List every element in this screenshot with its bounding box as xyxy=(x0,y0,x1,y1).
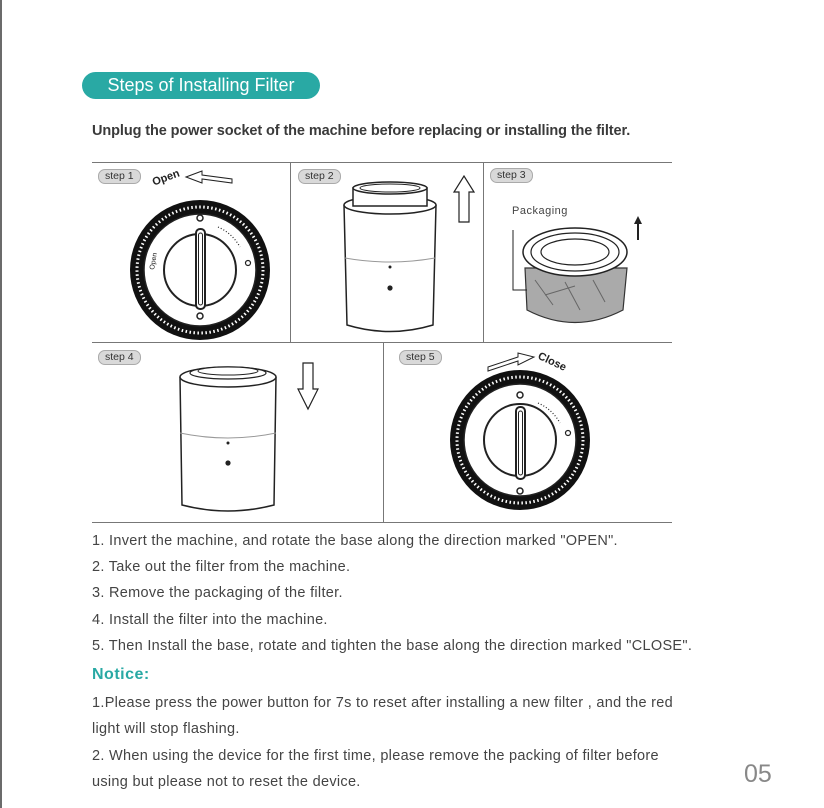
step-5-illustration xyxy=(440,345,605,520)
figure-middle-rule xyxy=(92,342,672,343)
notice-heading: Notice: xyxy=(92,666,150,683)
close-label: Close xyxy=(535,350,569,374)
section-title-badge: Steps of Installing Filter xyxy=(82,72,320,99)
instruction-item: 4. Install the filter into the machine. xyxy=(92,611,328,628)
safety-warning: Unplug the power socket of the machine before replacing or installing the filter. xyxy=(92,123,631,139)
notice-line: 2. When using the device for the first time, please remove the packing of filter before xyxy=(92,748,659,764)
step-2-illustration xyxy=(335,170,480,340)
figure-bottom-rule xyxy=(92,522,672,523)
step-4-illustration xyxy=(170,355,325,520)
page-number: 05 xyxy=(744,760,772,788)
svg-text:Open: Open xyxy=(149,252,159,271)
step-1-badge: step 1 xyxy=(98,169,141,184)
step-5-badge: step 5 xyxy=(399,350,442,365)
notice-line: 1.Please press the power button for 7s to reset after installing a new filter , and the red xyxy=(92,695,674,711)
open-label: Open xyxy=(150,167,182,189)
packaging-label: Packaging xyxy=(512,205,568,217)
notice-line: using but please not to reset the device. xyxy=(92,774,361,790)
instruction-item: 3. Remove the packaging of the filter. xyxy=(92,585,343,602)
step-3-illustration xyxy=(505,210,650,335)
figure-top-rule xyxy=(92,162,672,163)
instruction-item: 2. Take out the filter from the machine. xyxy=(92,559,351,576)
figure-divider-3 xyxy=(383,342,384,522)
instructions-list xyxy=(92,532,692,663)
notice-line: light will stop flashing. xyxy=(92,721,240,737)
figure-divider-1 xyxy=(290,162,291,342)
step-4-badge: step 4 xyxy=(98,350,141,365)
step-3-badge: step 3 xyxy=(490,168,533,183)
page-left-border xyxy=(0,0,2,808)
instruction-item: 5. Then Install the base, rotate and tighten the base along the direction marked "CLOSE". xyxy=(92,637,693,654)
instruction-item: 1. Invert the machine, and rotate the base along the direction marked "OPEN". xyxy=(92,533,618,549)
step-2-badge: step 2 xyxy=(298,169,341,184)
step-1-illustration xyxy=(120,165,280,340)
figure-divider-2 xyxy=(483,162,484,342)
